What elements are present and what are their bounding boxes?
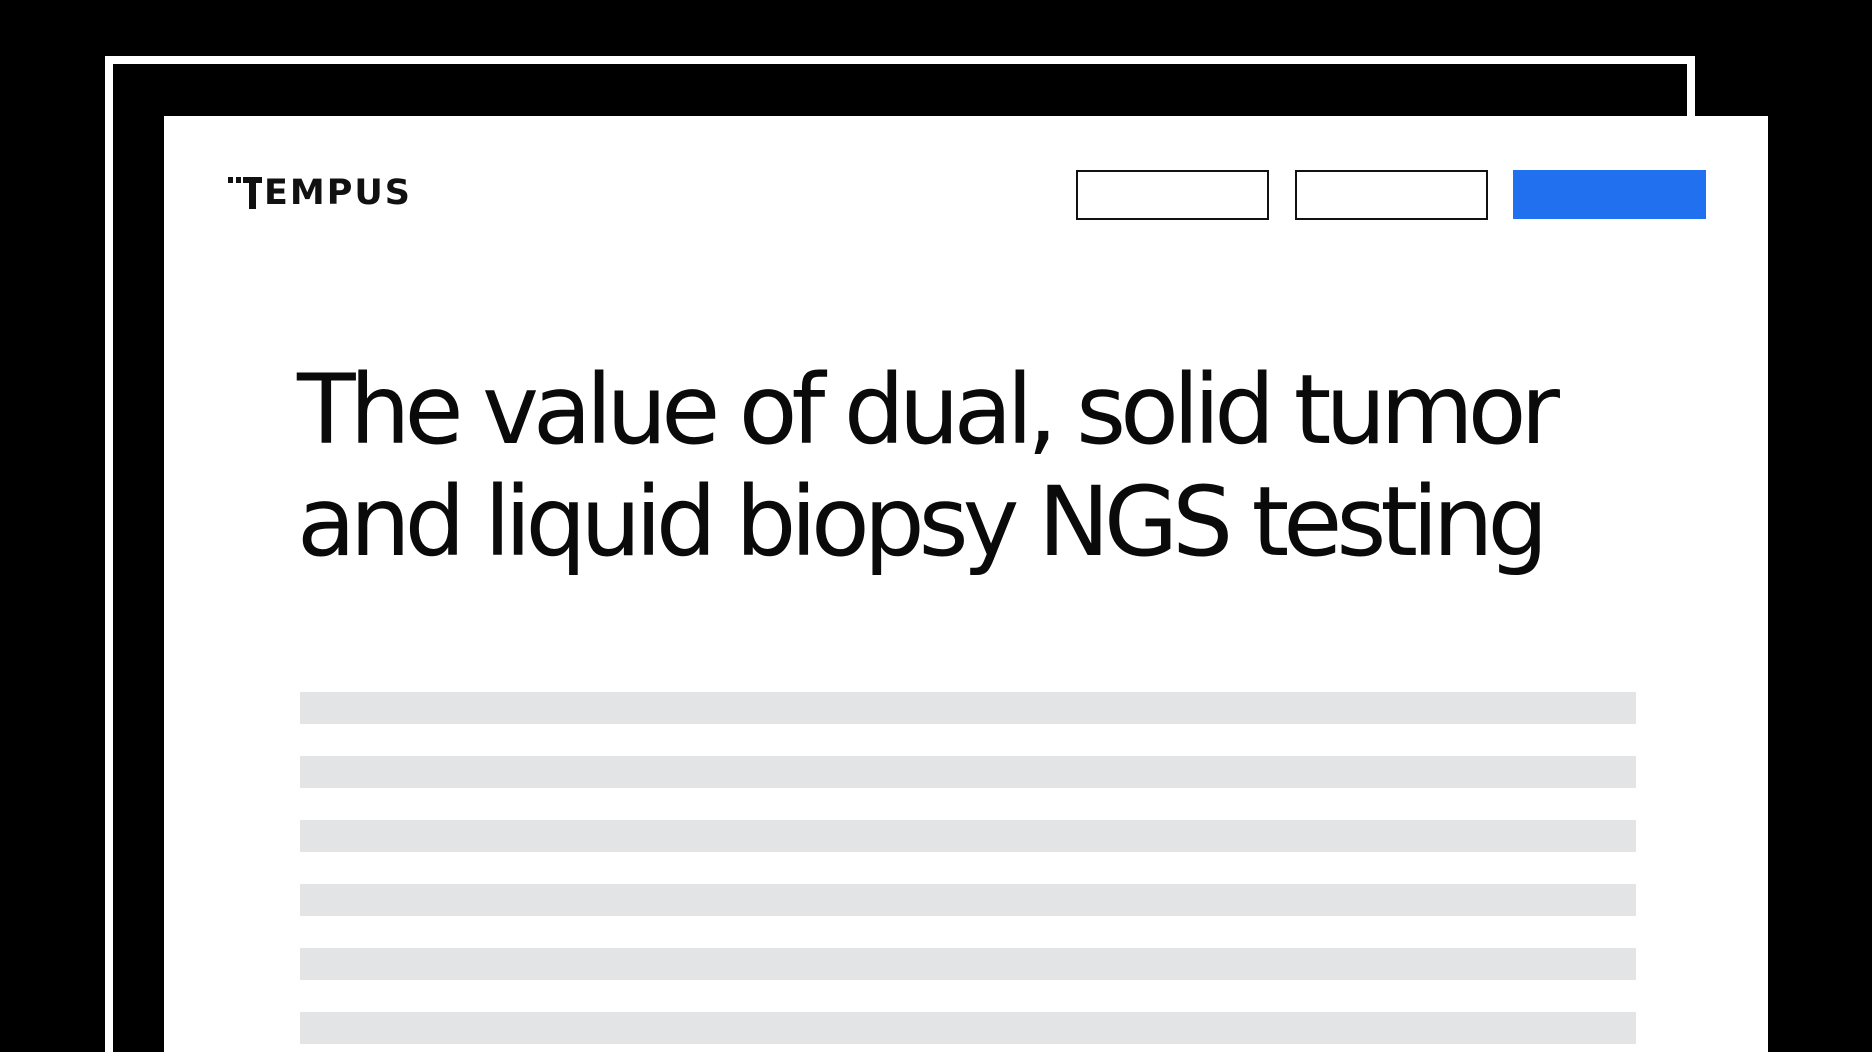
webpage-card [164,116,1768,1052]
headline-line-1: The value of dual, solid tumor [297,354,1554,466]
nav-button-2[interactable] [1295,170,1488,220]
nav-button-1[interactable] [1076,170,1269,220]
headline-line-2: and liquid biopsy NGS testing [297,466,1543,578]
tempus-logo-text: EMPUS [264,173,413,213]
nav-primary-button[interactable] [1513,170,1706,219]
tempus-logo-mark-icon [228,177,262,209]
page-headline [297,354,1677,578]
placeholder-line [300,1012,1636,1044]
placeholder-line [300,884,1636,916]
placeholder-line [300,948,1636,980]
tempus-logo[interactable] [228,175,412,211]
body-text-placeholder [300,692,1636,1052]
placeholder-line [300,756,1636,788]
placeholder-line [300,820,1636,852]
placeholder-line [300,692,1636,724]
